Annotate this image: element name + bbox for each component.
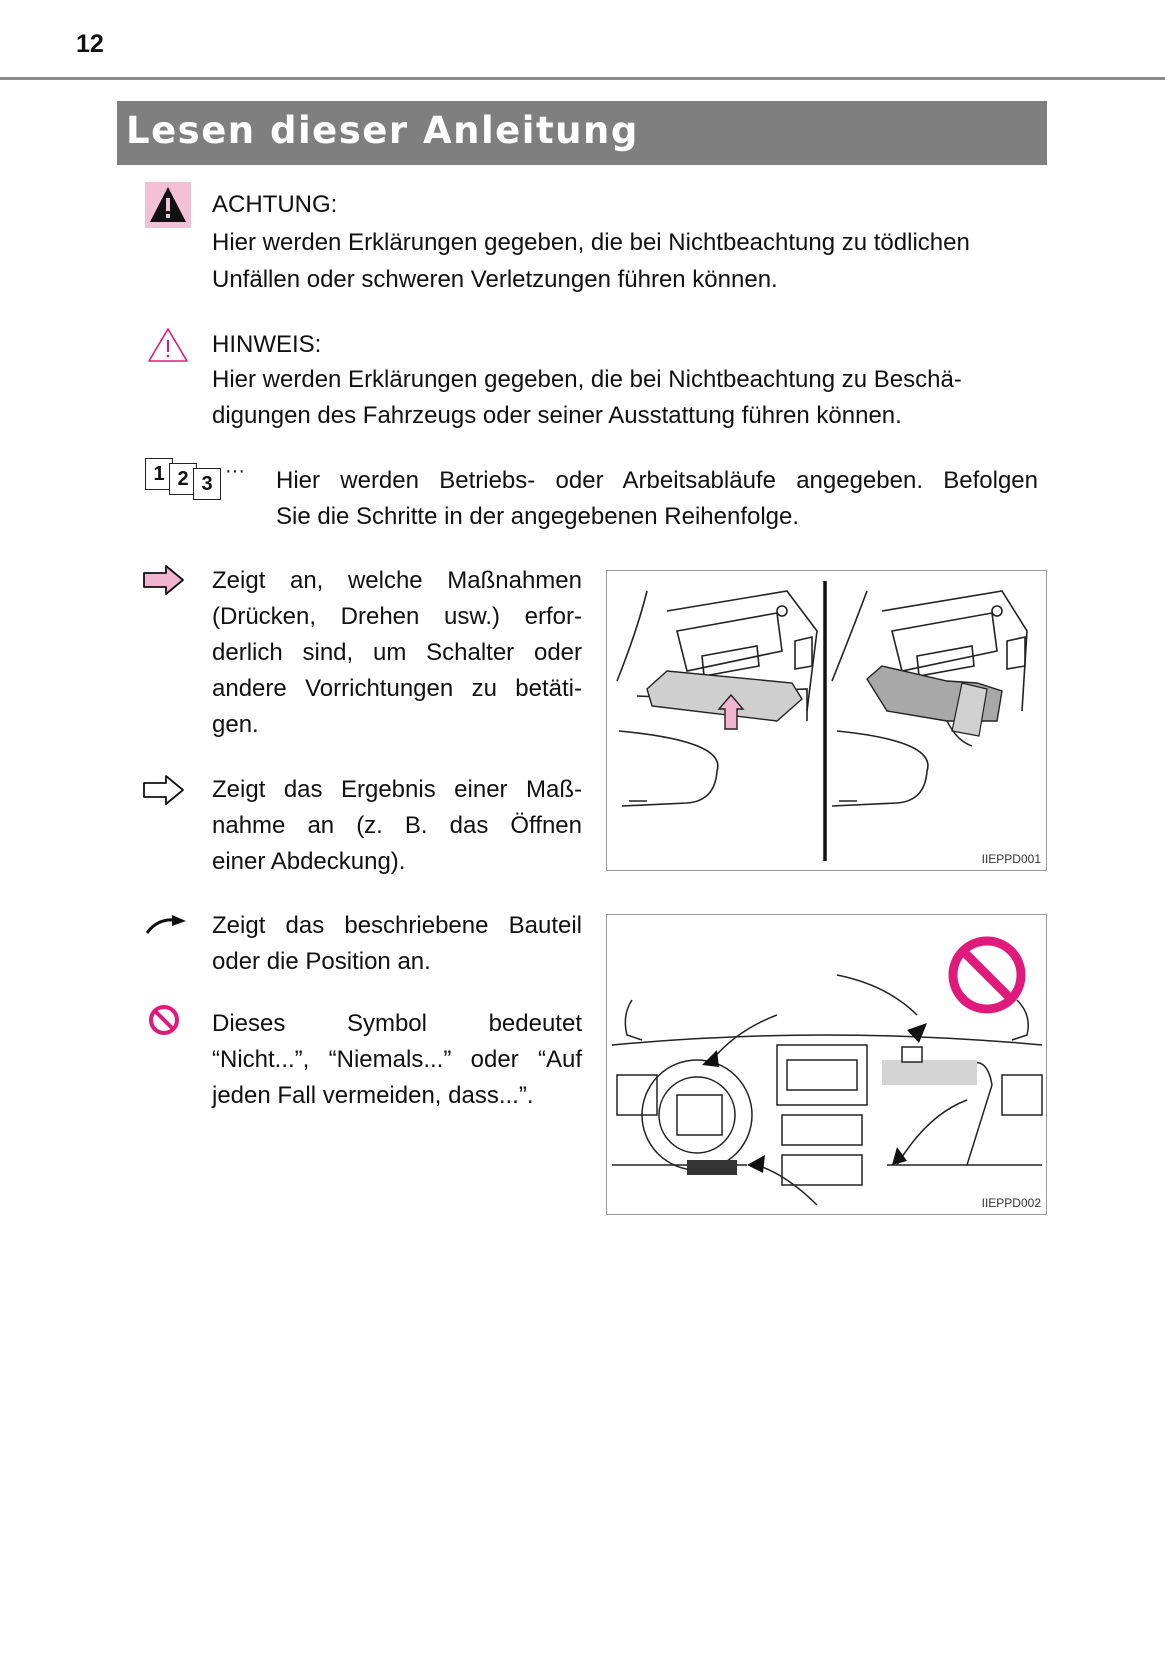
result-description [212,772,582,880]
warning-line-1: Hier werden Erklärungen gegeben, die bei Nichtbeachtung zu tödlichen [212,229,970,256]
step-number-1: 1 [145,458,173,490]
header-rule [0,77,1165,80]
prohibition-line-3: jeden Fall vermeiden, dass...”. [212,1082,534,1109]
prohibition-line-1: Dieses Symbol bedeutet [212,1010,582,1037]
result-line-1: Zeigt das Ergebnis einer Maß- [212,776,582,803]
component-description [212,908,582,980]
notice-line-1: Hier werden Erklärungen gegeben, die bei Nichtbeachtung zu Beschä- [212,366,962,393]
overhead-console-illustration [607,571,1046,870]
steps-line-1: Hier werden Betriebs- oder Arbeitsabläufe angegeben. Befolgen [276,467,1038,494]
action-line-3: derlich sind, um Schalter oder [212,639,582,666]
pointer-arrow-icon [144,913,188,937]
action-line-5: gen. [212,711,259,738]
result-arrow-icon [142,774,186,806]
steps-dots: ··· [225,460,245,482]
page-number: 12 [76,30,104,58]
action-line-4: andere Vorrichtungen zu betäti- [212,675,582,702]
action-line-2: (Drücken, Drehen usw.) erfor- [212,603,582,630]
step-number-3: 3 [193,468,221,500]
action-line-1: Zeigt an, welche Maßnahmen [212,567,582,594]
component-line-1: Zeigt das beschriebene Bauteil [212,912,582,939]
notice-triangle-icon [145,325,191,365]
prohibition-line-2: “Nicht...”, “Niemals...” oder “Auf [212,1046,582,1073]
figure-1-caption: IIEPPD001 [981,852,1041,866]
action-arrow-icon [142,564,186,596]
warning-line-2: Unfällen oder schweren Verletzungen führen können. [212,266,778,293]
result-line-2: nahme an (z. B. das Öffnen [212,812,582,839]
steps-line-2: Sie die Schritte in der angegebenen Reihenfolge. [276,503,800,530]
numbered-steps-icon [145,458,255,498]
prohibition-icon [147,1003,181,1037]
figure-dashboard [606,914,1047,1215]
figure-overhead-console [606,570,1047,871]
section-title: Lesen dieser Anleitung [126,109,639,152]
section-title-bar [117,101,1047,165]
warning-triangle-icon [145,182,191,228]
component-line-2: oder die Position an. [212,948,431,975]
result-line-3: einer Abdeckung). [212,848,406,875]
action-description [212,563,582,743]
prohibition-description [212,1006,582,1114]
warning-heading: ACHTUNG: [212,191,338,218]
step-number-2: 2 [169,463,197,495]
figure-2-caption: IIEPPD002 [981,1196,1041,1210]
dashboard-illustration [607,915,1046,1214]
notice-line-2: digungen des Fahrzeugs oder seiner Ausstattung führen können. [212,402,902,429]
notice-heading: HINWEIS: [212,331,322,358]
